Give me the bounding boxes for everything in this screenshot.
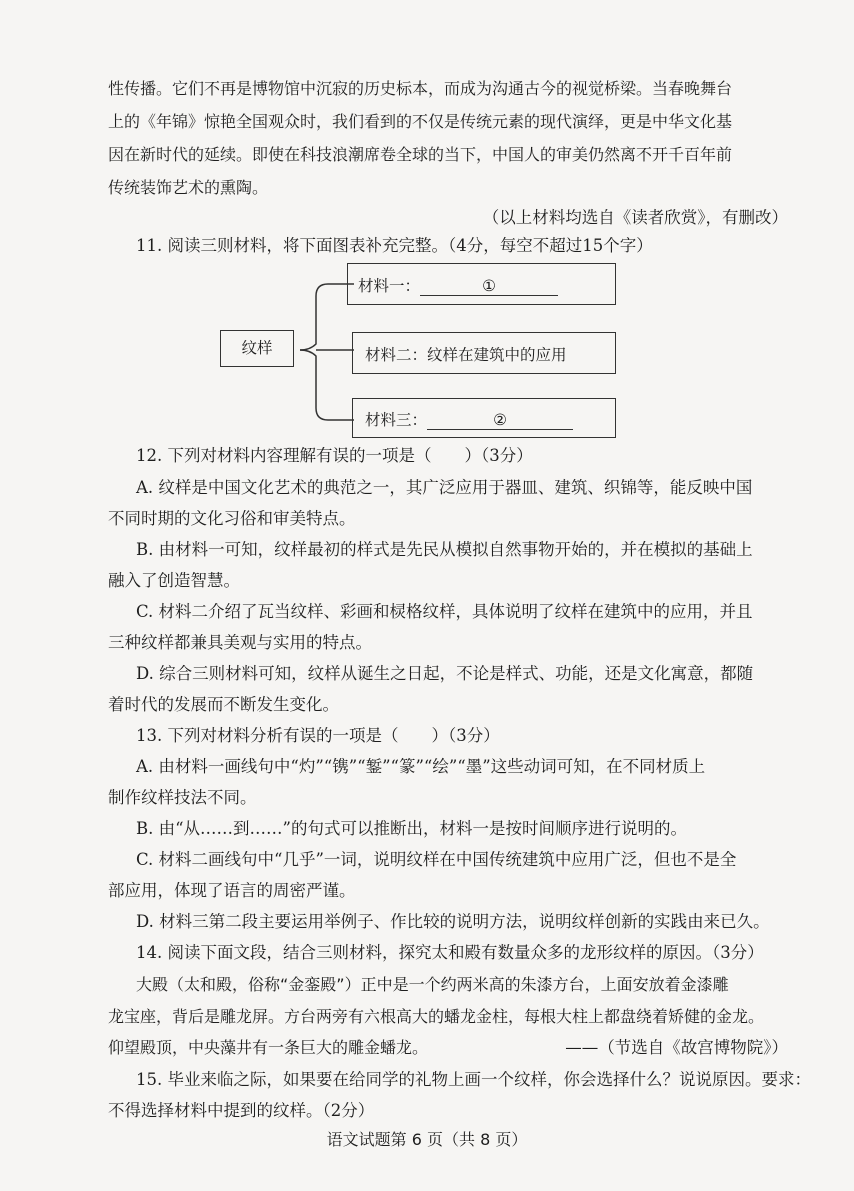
passage-line-4: 传统装饰艺术的熏陶。 — [108, 178, 269, 197]
passage-line-3: 因在新时代的延续。即使在科技浪潮席卷全球的当下，中国人的审美仍然离不开千百年前 — [108, 145, 733, 164]
q15-stem-line-1: 15. 毕业来临之际，如果要在给同学的礼物上画一个纹样，你会选择什么？说说原因。要求： — [136, 1070, 811, 1089]
diagram-material-3-box — [352, 398, 616, 438]
diagram-m2-label: 材料二：纹样在建筑中的应用 — [365, 346, 567, 364]
q14-passage-line-1: 大殿（太和殿，俗称“金銮殿”）正中是一个约两米高的朱漆方台，上面安放着金漆雕 — [136, 975, 729, 994]
diagram-blank-2[interactable] — [427, 411, 573, 430]
q13-option-a-line-1: A. 由材料一画线句中“灼”“镌”“錾”“篆”“绘”“墨”这些动词可知，在不同材质上 — [136, 757, 706, 776]
diagram-m1-label: 材料一： — [358, 277, 421, 295]
page-footer: 语文试题第 6 页（共 8 页） — [326, 1130, 528, 1149]
q12-option-a-line-2: 不同时期的文化习俗和审美特点。 — [108, 509, 356, 528]
q13-option-a-line-2: 制作纹样技法不同。 — [108, 788, 257, 807]
q12-stem: 12. 下列对材料内容理解有误的一项是（ ）（3分） — [136, 446, 533, 465]
q13-option-c-line-1: C. 材料二画线句中“几乎”一词，说明纹样在中国传统建筑中应用广泛，但也不是全 — [136, 850, 737, 869]
q14-passage-line-2: 龙宝座，背后是雕龙屏。方台两旁有六根高大的蟠龙金柱，每根大柱上都盘绕着矫健的金龙。 — [108, 1007, 765, 1026]
passage-source: （以上材料均选自《读者欣赏》，有删改） — [482, 208, 788, 227]
q12-option-d-line-1: D. 综合三则材料可知，纹样从诞生之日起，不论是样式、功能，还是文化寓意，都随 — [136, 664, 754, 683]
diagram-blank-1[interactable] — [420, 277, 558, 296]
q11-stem: 11. 阅读三则材料，将下面图表补充完整。（4分，每空不超过15个字） — [136, 236, 653, 255]
diagram-material-1-box — [347, 263, 616, 305]
q12-option-d-line-2: 着时代的发展而不断发生变化。 — [108, 695, 339, 714]
q12-option-b-line-2: 融入了创造智慧。 — [108, 571, 240, 590]
blank-1-number: ① — [482, 277, 496, 295]
q12-option-a-line-1: A. 纹样是中国文化艺术的典范之一，其广泛应用于器皿、建筑、织锦等，能反映中国 — [136, 478, 753, 497]
q13-option-d-line-1: D. 材料三第二段主要运用举例子、作比较的说明方法，说明纹样创新的实践由来已久。 — [136, 912, 770, 931]
q12-option-b-line-1: B. 由材料一可知，纹样最初的样式是先民从模拟自然事物开始的，并在模拟的基础上 — [136, 540, 753, 559]
q14-stem: 14. 阅读下面文段，结合三则材料，探究太和殿有数量众多的龙形纹样的原因。（3分） — [136, 943, 764, 962]
q14-source: ——（节选自《故宫博物院》） — [565, 1038, 788, 1057]
q14-passage-line-3: 仰望殿顶，中央藻井有一条巨大的雕金蟠龙。 — [108, 1038, 429, 1057]
diagram-root-box — [220, 330, 294, 367]
q12-option-c-line-2: 三种纹样都兼具美观与实用的特点。 — [108, 633, 372, 652]
passage-line-1: 性传播。它们不再是博物馆中沉寂的历史标本，而成为沟通古今的视觉桥梁。当春晚舞台 — [108, 79, 733, 98]
q12-option-c-line-1: C. 材料二介绍了瓦当纹样、彩画和棂格纹样，具体说明了纹样在建筑中的应用，并且 — [136, 602, 753, 621]
diagram-m3-label: 材料三： — [365, 411, 428, 429]
q13-option-c-line-2: 部应用，体现了语言的周密严谨。 — [108, 881, 356, 900]
q13-option-b-line-1: B. 由“从……到……”的句式可以推断出，材料一是按时间顺序进行说明的。 — [136, 819, 687, 838]
diagram-material-2-box — [352, 332, 616, 374]
q13-stem: 13. 下列对材料分析有误的一项是（ ）（3分） — [136, 726, 500, 745]
q15-stem-line-2: 不得选择材料中提到的纹样。（2分） — [108, 1101, 375, 1120]
blank-2-number: ② — [493, 411, 507, 429]
diagram-root-label: 纹样 — [241, 339, 273, 357]
passage-line-2: 上的《年锦》惊艳全国观众时，我们看到的不仅是传统元素的现代演绎，更是中华文化基 — [108, 112, 733, 131]
